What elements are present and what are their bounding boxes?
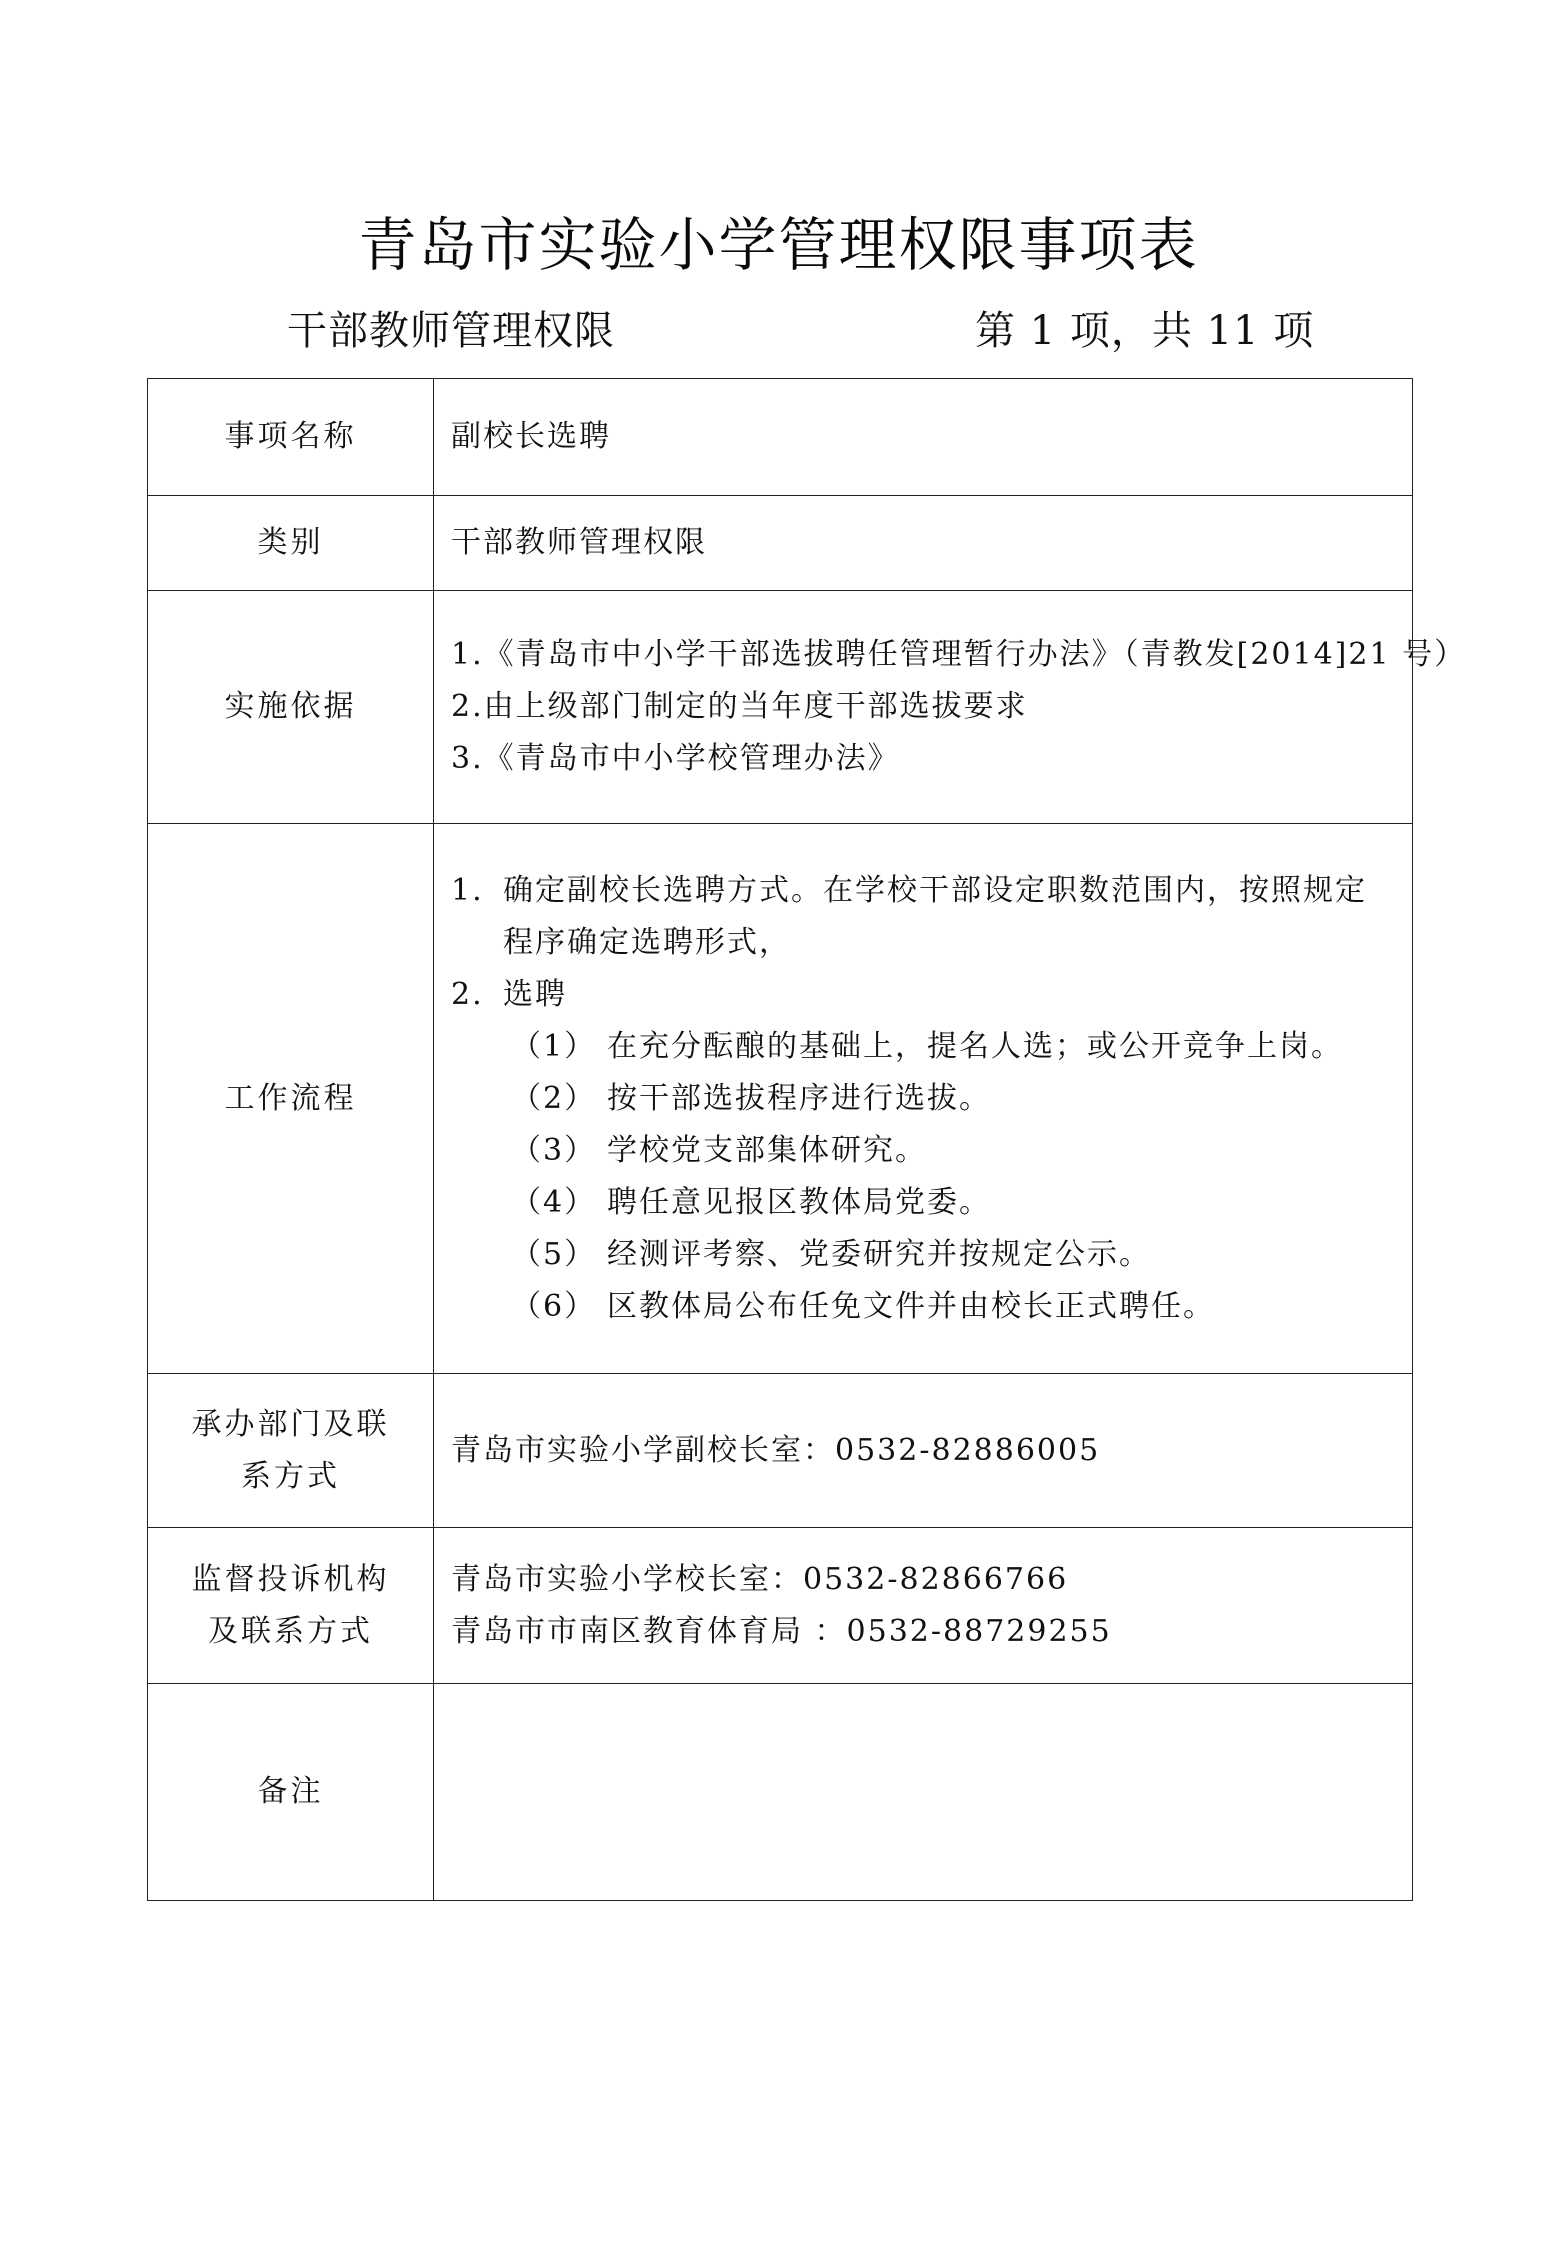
sub-step-text: 在充分酝酿的基础上，提名人选；或公开竞争上岗。 xyxy=(607,1028,1343,1064)
process-sub-step xyxy=(451,1177,1398,1229)
sub-step-number: （6） xyxy=(511,1288,597,1324)
matter-name-value: 副校长选聘 xyxy=(434,379,1413,496)
step-number: 2. xyxy=(451,976,484,1012)
sub-step-text: 按干部选拔程序进行选拔。 xyxy=(607,1080,991,1116)
process-sub-step xyxy=(451,1073,1398,1125)
table-row-category xyxy=(148,496,1413,591)
basis-item: 1.《青岛市中小学干部选拔聘任管理暂行办法》（青教发[2014]21 号） xyxy=(451,637,1467,672)
sub-step-text: 学校党支部集体研究。 xyxy=(607,1132,927,1168)
supervision-label xyxy=(148,1528,434,1684)
category-label: 类别 xyxy=(148,496,434,591)
process-step xyxy=(451,969,1398,1021)
table-row-basis xyxy=(148,591,1413,824)
process-label: 工作流程 xyxy=(148,824,434,1374)
sub-step-number: （2） xyxy=(511,1080,597,1116)
basis-item: 2.由上级部门制定的当年度干部选拔要求 xyxy=(451,689,1028,724)
page-title: 青岛市实验小学管理权限事项表 xyxy=(358,211,1199,279)
sub-step-text: 区教体局公布任免文件并由校长正式聘任。 xyxy=(607,1288,1215,1324)
table-row-process xyxy=(148,824,1413,1374)
sub-step-number: （5） xyxy=(511,1236,597,1272)
step-number: 1. xyxy=(451,872,484,908)
sub-step-text: 经测评考察、党委研究并按规定公示。 xyxy=(607,1236,1151,1272)
category-header: 干部教师管理权限 xyxy=(287,308,615,354)
supervision-contact: 青岛市市南区教育体育局 ：0532-88729255 xyxy=(451,1613,1112,1649)
remark-value xyxy=(434,1684,1413,1901)
basis-value xyxy=(434,591,1467,824)
department-label-line: 系方式 xyxy=(241,1458,340,1494)
process-sub-step xyxy=(451,1281,1398,1333)
process-sub-step xyxy=(451,1229,1398,1281)
table-row-matter-name xyxy=(148,379,1413,496)
table-row-remark xyxy=(148,1684,1413,1901)
supervision-value xyxy=(434,1528,1413,1684)
sub-step-number: （1） xyxy=(511,1028,597,1064)
supervision-contact: 青岛市实验小学校长室：0532-82866766 xyxy=(451,1561,1069,1597)
process-sub-step xyxy=(451,1021,1398,1073)
process-sub-step xyxy=(451,1125,1398,1177)
supervision-label-line: 及联系方式 xyxy=(208,1613,373,1649)
step-text: 选聘 xyxy=(503,976,567,1012)
process-value xyxy=(434,824,1413,1374)
department-label-line: 承办部门及联 xyxy=(191,1406,390,1442)
category-value: 干部教师管理权限 xyxy=(434,496,1413,591)
table-row-department xyxy=(148,1374,1413,1528)
step-text: 确定副校长选聘方式。在学校干部设定职数范围内，按照规定程序确定选聘形式， xyxy=(503,872,1367,960)
item-counter: 第 1 项，共 11 项 xyxy=(975,308,1315,354)
department-value: 青岛市实验小学副校长室：0532-82886005 xyxy=(434,1374,1413,1528)
matter-name-label: 事项名称 xyxy=(148,379,434,496)
sub-step-number: （4） xyxy=(511,1184,597,1220)
department-label xyxy=(148,1374,434,1528)
basis-label: 实施依据 xyxy=(148,591,434,824)
remark-label: 备注 xyxy=(148,1684,434,1901)
basis-item: 3.《青岛市中小学校管理办法》 xyxy=(451,741,900,776)
table-row-supervision xyxy=(148,1528,1413,1684)
supervision-label-line: 监督投诉机构 xyxy=(191,1561,390,1597)
sub-step-number: （3） xyxy=(511,1132,597,1168)
process-step xyxy=(451,865,1398,969)
sub-step-text: 聘任意见报区教体局党委。 xyxy=(607,1184,991,1220)
matter-table xyxy=(147,378,1467,1901)
